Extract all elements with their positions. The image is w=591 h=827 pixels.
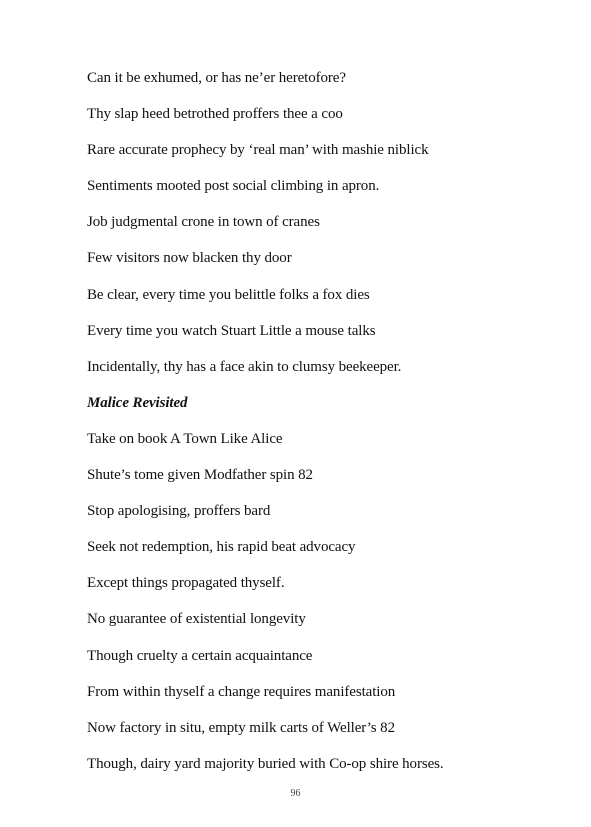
poem-line: Seek not redemption, his rapid beat advocacy [87, 539, 356, 556]
poem-line: Few visitors now blacken thy door [87, 250, 292, 267]
poem-line: Shute’s tome given Modfather spin 82 [87, 467, 313, 484]
poem-line: Take on book A Town Like Alice [87, 430, 283, 447]
poem-line: Though cruelty a certain acquaintance [87, 647, 313, 664]
poem-line: Job judgmental crone in town of cranes [87, 214, 320, 231]
poem-line: Except things propagated thyself. [87, 575, 285, 592]
poem-line: Thy slap heed betrothed proffers thee a coo [87, 106, 343, 123]
poem-line: No guarantee of existential longevity [87, 611, 306, 628]
poem-line: Though, dairy yard majority buried with Co-op shire horses. [87, 755, 444, 772]
poem-line: Can it be exhumed, or has ne’er heretofore? [87, 70, 346, 86]
poem-line: From within thyself a change requires manifestation [87, 683, 396, 700]
poem-line: Now factory in situ, empty milk carts of Weller’s 82 [87, 719, 395, 736]
poem-line: Incidentally, thy has a face akin to clumsy beekeeper. [87, 358, 402, 375]
poem-line: Sentiments mooted post social climbing in apron. [87, 178, 380, 195]
poem-line: Every time you watch Stuart Little a mouse talks [87, 322, 376, 339]
poem-line: Be clear, every time you belittle folks a fox dies [87, 286, 370, 303]
poem-body [87, 68, 567, 790]
poem-line: Rare accurate prophecy by ‘real man’ with mashie niblick [87, 142, 429, 159]
section-heading: Malice Revisited [87, 394, 188, 411]
page-number: 96 [290, 788, 301, 799]
poem-line: Stop apologising, proffers bard [87, 503, 271, 520]
